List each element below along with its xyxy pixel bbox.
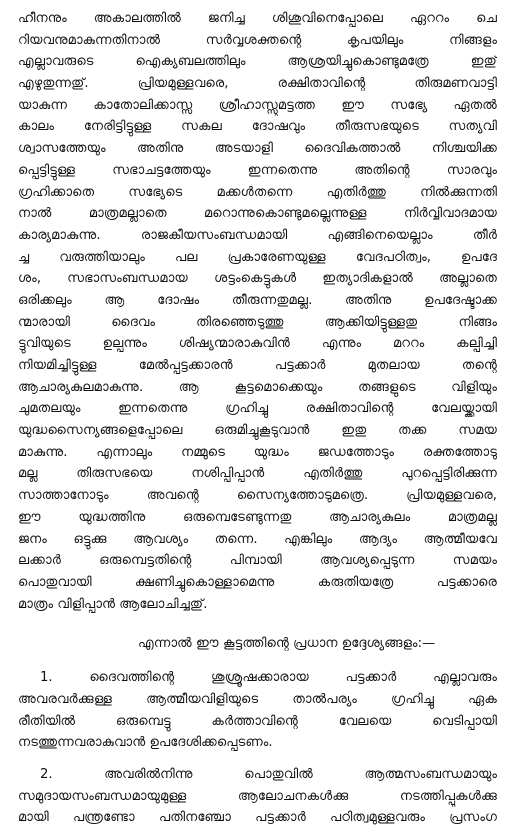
text-line: ട്ടുവിയുടെ ഉല്പന്നും ശിഷ്യന്മാരാകുവിൻ എന്നും മററം കല്പിച്ചി	[18, 336, 497, 352]
text-line: കാര്യമാകുന്നു. രാജകീയസംബന്ധമായി എങ്ങിനെയെല്ലാം തീർ	[18, 227, 497, 243]
text-line: സമുദായസംബന്ധമായുമുള്ള ആലോചനകൾക്കു നടത്തിപ്പുകൾക്കു	[18, 788, 497, 804]
text-line: ചുമതലയും ഇന്നതെന്നു ഗ്രഹിച്ചു രക്ഷിതാവിന്റെ വേലയ്ക്കായി	[18, 401, 497, 417]
text-line: ആചാര്യകുലമാകുന്നു. ആ കൂട്ടമൊക്കെയും തങ്ങളുടെ വിളിയും	[18, 379, 497, 395]
text-line: ന്മാരായി ദൈവം തിരഞ്ഞെടുത്തു ആക്കിയിട്ടുള്ളതു നിങ്ങം	[18, 314, 497, 330]
text-line: കാലം നേരിട്ടിട്ടുള്ള സകല ദോഷവും തീരുസഭയുടെ സത്യവി	[18, 119, 497, 135]
text-line: ച്ച വരുത്തിയാലും പല പ്രകാരേണയുള്ള വേദപഠിത്വം, ഉപദേ	[18, 249, 497, 265]
text-line: ശ്വാസത്തേയും അതിനു അടയാളി ദൈവികത്താൽ നിശ്ചയിക്ക	[18, 141, 497, 157]
text-line: ലക്കാർ ഒരുമ്പെട്ടതിന്റെ പിമ്പായി ആവശ്യപ്പെടുന്ന സമയം	[18, 553, 497, 569]
text-line: സാത്താനോടും അവന്റെ സൈന്യത്തോടുമത്രെ. പ്രിയമുള്ളവരെ,	[18, 488, 497, 504]
text-line: 1. ദൈവത്തിന്റെ ശുശ്രൂഷക്കാരായ പട്ടക്കാർ എല്ലാവരും	[40, 670, 497, 686]
text-line: മാകുന്നു. എന്നാലും നമ്മുടെ യുദ്ധം ജഡത്തോടും രക്തത്തോടു	[18, 444, 497, 460]
text-line: ജനം ഒട്ടുക്കു ആവശ്യം തന്നെ. എങ്കിലും ആദ്യം ആത്മീയവേ	[18, 531, 497, 547]
body-paragraph	[18, 8, 497, 615]
text-line: യാകുന്ന കാതോലിക്കാസ്സ ശ്രീഹാസ്സുമട്ടത്ത ഈ സഭ്യേ ഏതൽ	[18, 97, 497, 113]
text-line: നാൽ മാത്രമല്ലാതെ മറൊന്നുകൊണ്ടുമല്ലെന്നുള്ള നിർവ്വിവാദമായ	[18, 206, 497, 222]
text-line: നിയമിച്ചിട്ടുള്ള മേൽപ്പട്ടക്കാരൻ പട്ടക്കാർ മുതലായ തന്റെ	[18, 358, 497, 373]
numbered-point-1	[18, 667, 497, 754]
text-line: ഈ യുദ്ധത്തിനു ഒരുമ്പെടേണ്ടുന്നതു ആചാര്യകുലം മാത്രമല്ല	[18, 509, 497, 525]
text-line: റിയവനുമാകുന്നതിനാൽ സർവ്വശക്തന്റെ കൃപയിലും നിങ്ങളം	[18, 32, 497, 48]
text-line: പൊതുവായി ക്ഷണിച്ചുകൊള്ളാമെന്നു കരുതിയത്രേ പട്ടക്കാരെ	[18, 574, 497, 590]
text-line: അവരവർക്കുള്ള ആത്മീയവിളിയുടെ താൽപര്യം ഗ്രഹിച്ചു ഏക	[18, 691, 497, 707]
section-heading: എന്നാൽ ഈ കൂട്ടത്തിന്റെ പ്രധാന ഉദ്ദേശ്യങ്ങളം:—	[138, 636, 436, 652]
text-line: യുദ്ധസൈന്യങ്ങളെപ്പോലെ ഒരുമിച്ചുകൂടുവാൻ ഇതു തക്ക സമയ	[18, 423, 497, 439]
text-line: എഴുതുന്നതു്. പ്രിയമുള്ളവരെ, രക്ഷിതാവിന്റെ തിരുമണവാട്ടി	[18, 76, 497, 92]
text-line: നടത്തുന്നവരാകുവാൻ ഉപദേശിക്കപ്പെടണം.	[18, 735, 273, 751]
numbered-point-2	[18, 764, 497, 829]
text-line: രീതിയിൽ ഒരുമ്പെട്ടു കർത്താവിന്റെ വേലയെ വെടിപ്പായി	[18, 713, 497, 729]
text-line: ഹീനനും അകാലത്തിൽ ജനിച്ച ശിശുവിനെപ്പോലെ ഏററം ചെ	[18, 11, 497, 26]
text-line: 2. അവരിൽനിന്നു പൊതുവിൽ ആത്മസംബന്ധമായും	[40, 767, 497, 782]
text-line: മല്ല തിരുസഭയെ നശിപ്പിപ്പാൻ എതിർത്തു പുറപ്പെട്ടിരിക്കുന്ന	[18, 466, 497, 482]
text-line: ഒരിക്കലും ആ ദോഷം തീരുന്നതുമല്ല. അതിനു ഉപദേഷ്ടാക്ക	[18, 292, 497, 308]
text-line: ഗ്രഹിക്കാതെ സഭ്യേടെ മക്കൾതന്നെ എതിർത്തു നിൽക്കുന്നതി	[18, 184, 497, 200]
text-line: പ്പെട്ടിട്ടുള്ള സഭാചട്ടത്തേയും ഇന്നതെന്നു അതിന്റെ സാരവും	[18, 162, 497, 178]
text-line: എല്ലാവരുടെ ഐക്യബലത്തിലും ആശ്രയിച്ചുകൊണ്ടുമത്രേ ഇതു്	[18, 54, 497, 70]
text-line: മായി പന്ത്രണ്ടോ പതിനഞ്ചോ പട്ടക്കാർ പഠിത്വമുള്ളവരും പ്രസംഗ	[18, 810, 497, 826]
text-line: ശം, സഭാസംബന്ധമായ ശട്ടംകെട്ടുകൾ ഇത്യാദികളാൽ അല്ലാതെ	[18, 271, 497, 287]
text-line: മാത്രം വിളിപ്പാൻ ആലോചിച്ചതു്.	[18, 596, 208, 612]
